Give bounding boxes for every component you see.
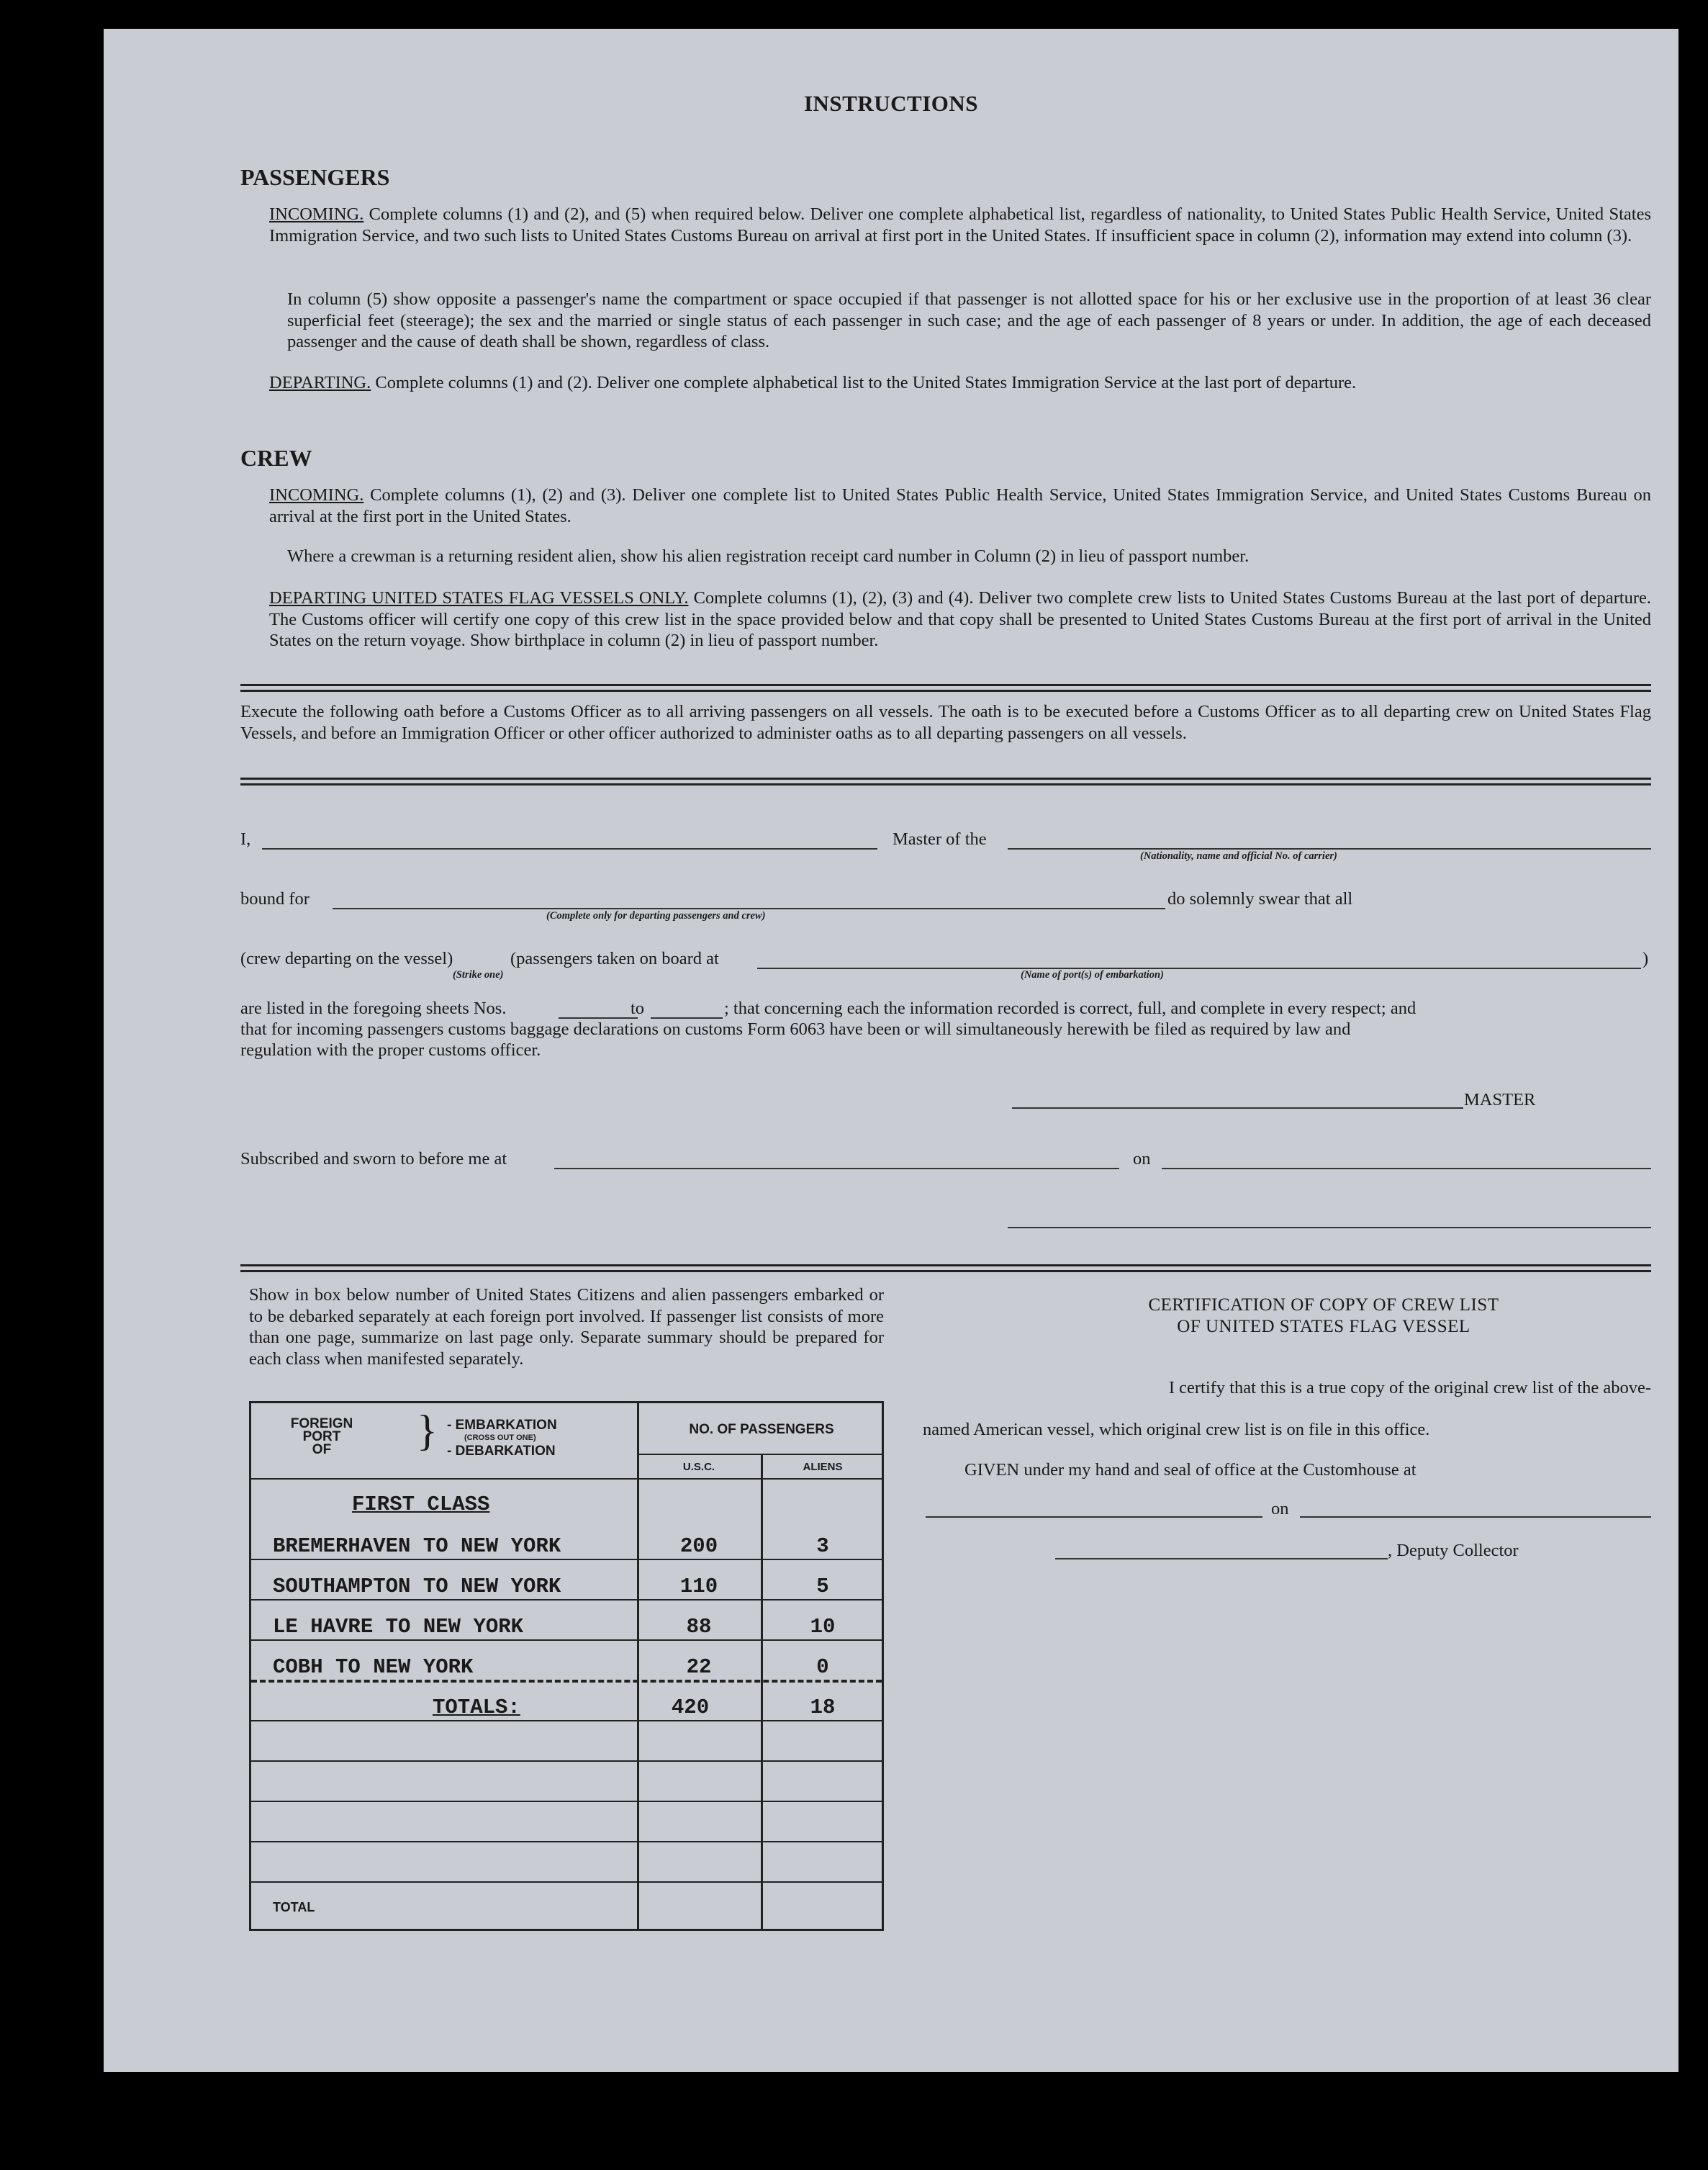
listed-text-2: ; that concerning each the information recorded is correct, full, and complete in every respect; and [724, 999, 1416, 1018]
deputy-signature-field[interactable] [1055, 1558, 1388, 1559]
certification-heading-2: OF UNITED STATES FLAG VESSEL [1177, 1317, 1470, 1336]
embarkation-caption: (Name of port(s) of embarkation) [1021, 969, 1164, 981]
officer-signature-field[interactable] [1008, 1227, 1651, 1228]
master-label: MASTER [1464, 1090, 1536, 1109]
customhouse-field[interactable] [926, 1516, 1262, 1518]
certification-line-3: GIVEN under my hand and seal of office at the Customhouse at [964, 1460, 1416, 1480]
passengers-incoming-lead: INCOMING. [269, 204, 364, 224]
row-line [251, 1760, 882, 1762]
passengers-departing-text: Complete columns (1) and (2). Deliver one complete alphabetical list to the United States Immigration Service at the last port of departure. [371, 373, 1357, 392]
header-brace: } [417, 1407, 438, 1454]
usc-header: U.S.C. [682, 1461, 715, 1473]
foreign-label: FOREIGN [290, 1416, 353, 1431]
sworn-date-field[interactable] [1162, 1168, 1651, 1169]
row-line [251, 1559, 882, 1560]
total-label: TOTAL [273, 1900, 315, 1914]
certification-heading [996, 1295, 1651, 1338]
crew-incoming-lead: INCOMING. [269, 485, 364, 505]
crew-departing-lead: DEPARTING UNITED STATES FLAG VESSELS ONLY. [269, 588, 689, 608]
crew-heading: CREW [240, 445, 312, 471]
foreign-port-of-header [286, 1418, 358, 1457]
certification-line-2: named American vessel, which original crew list is on file in this office. [923, 1420, 1430, 1439]
usc-cell: 22 [686, 1655, 712, 1679]
divider-1 [240, 684, 1651, 692]
no-of-passengers-header: NO. OF PASSENGERS [689, 1422, 834, 1437]
certification-on-label: on [1271, 1499, 1289, 1518]
class-label: FIRST CLASS [352, 1493, 490, 1516]
route-cell: COBH TO NEW YORK [273, 1655, 474, 1679]
usc-cell: 88 [686, 1615, 712, 1639]
row-line [251, 1841, 882, 1842]
crew-resident-paragraph: Where a crewman is a returning resident alien, show his alien registration receipt card number in Column (2) in lieu of passport number. [287, 546, 1250, 566]
passengers-incoming-paragraph [269, 204, 1651, 246]
master-of-label: Master of the [893, 829, 987, 849]
row-line [251, 1801, 882, 1802]
aliens-cell: 5 [816, 1575, 829, 1598]
passenger-summary-table [249, 1401, 884, 1931]
row-line [251, 1639, 882, 1641]
carrier-field[interactable] [1008, 848, 1651, 850]
sworn-on-label: on [1133, 1149, 1151, 1169]
debarkation-option[interactable]: - DEBARKATION [447, 1444, 556, 1459]
table-header-sub-divider [637, 1454, 882, 1455]
usc-cell: 200 [679, 1534, 718, 1558]
listed-text-3: that for incoming passengers customs baggage declarations on customs Form 6063 have been or will simultaneously herewith be filed as required by law and [240, 1019, 1351, 1039]
row-line [251, 1720, 882, 1721]
bound-for-caption: (Complete only for departing passengers and crew) [546, 910, 766, 922]
passengers-taken-option[interactable]: (passengers taken on board at [510, 949, 719, 968]
divider-2 [240, 778, 1651, 785]
row-line [251, 1599, 882, 1601]
divider-3 [240, 1264, 1651, 1272]
crew-incoming-text: Complete columns (1), (2) and (3). Deliver one complete list to United States Public Health Service, United States Immigration Service, and United States Customs Bureau on arrival at the first port in the United States. [269, 485, 1651, 526]
bound-for-field[interactable] [333, 908, 1165, 909]
aliens-header: ALIENS [803, 1461, 843, 1473]
passengers-column5-paragraph: In column (5) show opposite a passenger's name the compartment or space occupied if that passenger is not allotted space for his or her exclusive use in the proportion of at least 36 clear superficial feet (steerage); the sex and the married or single status of each passenger in such case; and the age of each passenger of 8 years or under. In addition, the age of each deceased passenger and the cause of death shall be shown, regardless of class. [287, 289, 1651, 351]
summary-note: Show in box below number of United States Citizens and alien passengers embarked or to be debarked separately at each foreign port involved. If passenger list consists of more than one page, summarize on last page only. Separate summary should be prepared for each class when manifested separately. [249, 1285, 884, 1369]
aliens-cell: 0 [816, 1655, 829, 1679]
passengers-departing-paragraph [269, 372, 1651, 394]
swear-text: do solemnly swear that all [1167, 889, 1353, 909]
form-sheet [104, 29, 1678, 2072]
route-cell: LE HAVRE TO NEW YORK [273, 1615, 524, 1639]
master-signature-field[interactable] [1012, 1107, 1463, 1109]
page-title: INSTRUCTIONS [803, 91, 978, 116]
port-label: PORT [302, 1429, 341, 1444]
crew-departing-text: Complete columns (1), (2), (3) and (4). Deliver two complete crew lists to United States Customs Bureau at the last port of departure. The Customs officer will certify one copy of this crew list in the space provided below and that copy shall be presented to United States Customs Bureau at the first port of arrival in the United States on the return voyage. Show birthplace in column (2) in lieu of passport number. [269, 588, 1651, 650]
of-label: OF [312, 1442, 332, 1457]
certification-date-field[interactable] [1300, 1516, 1651, 1518]
totals-aliens: 18 [810, 1696, 836, 1719]
passengers-heading: PASSENGERS [240, 164, 390, 190]
table-header-divider [251, 1478, 882, 1480]
subscribed-label: Subscribed and sworn to before me at [240, 1149, 507, 1169]
crew-departing-option[interactable]: (crew departing on the vessel) [240, 949, 453, 968]
master-name-field[interactable] [262, 848, 877, 850]
totals-label: TOTALS: [433, 1696, 520, 1719]
sworn-at-field[interactable] [554, 1168, 1119, 1169]
bound-for-label: bound for [240, 889, 309, 909]
table-col-divider-2 [761, 1455, 763, 1929]
totals-usc: 420 [671, 1696, 710, 1719]
carrier-caption: (Nationality, name and official No. of carrier) [1140, 850, 1337, 862]
sheet-from-field[interactable] [559, 1017, 638, 1019]
oath-intro-paragraph: Execute the following oath before a Customs Officer as to all arriving passengers on all vessels. The oath is to be executed before a Customs Officer as to all departing crew on United States Flag Vessels, and before an Immigration Officer or other officer authorized to administer oaths as to all departing passengers on all vessels. [240, 702, 1651, 743]
crew-incoming-paragraph [269, 485, 1651, 527]
row-line [251, 1881, 882, 1883]
sheet-to-field[interactable] [651, 1017, 723, 1019]
certification-heading-1: CERTIFICATION OF COPY OF CREW LIST [1148, 1295, 1499, 1315]
aliens-cell: 10 [810, 1615, 836, 1639]
usc-cell: 110 [679, 1575, 718, 1598]
row-line [251, 1680, 882, 1683]
passengers-incoming-text: Complete columns (1) and (2), and (5) when required below. Deliver one complete alphabetical list, regardless of nationality, to United States Public Health Service, United States Immigration Service, and two such lists to United States Customs Bureau on arrival at first port in the United States. If insufficient space in column (2), information may extend into column (3). [269, 204, 1651, 246]
embarkation-ports-field[interactable] [757, 968, 1641, 969]
listed-text-1: are listed in the foregoing sheets Nos. [240, 999, 507, 1018]
route-cell: BREMERHAVEN TO NEW YORK [273, 1534, 561, 1558]
certification-line-1: I certify that this is a true copy of the original crew list of the above- [1168, 1378, 1651, 1397]
passengers-departing-lead: DEPARTING. [269, 373, 371, 392]
cross-out-caption: (CROSS OUT ONE) [464, 1433, 536, 1442]
close-paren: ) [1643, 949, 1649, 968]
strike-one-caption: (Strike one) [453, 969, 504, 981]
crew-departing-paragraph [269, 587, 1651, 652]
listed-to-label: to [631, 999, 645, 1018]
listed-text-4: regulation with the proper customs officer. [240, 1040, 541, 1060]
deputy-collector-label: , Deputy Collector [1388, 1541, 1519, 1560]
aliens-cell: 3 [816, 1534, 829, 1558]
embarkation-option[interactable]: - EMBARKATION [447, 1418, 557, 1433]
route-cell: SOUTHAMPTON TO NEW YORK [273, 1575, 561, 1598]
oath-i-label: I, [240, 829, 251, 849]
